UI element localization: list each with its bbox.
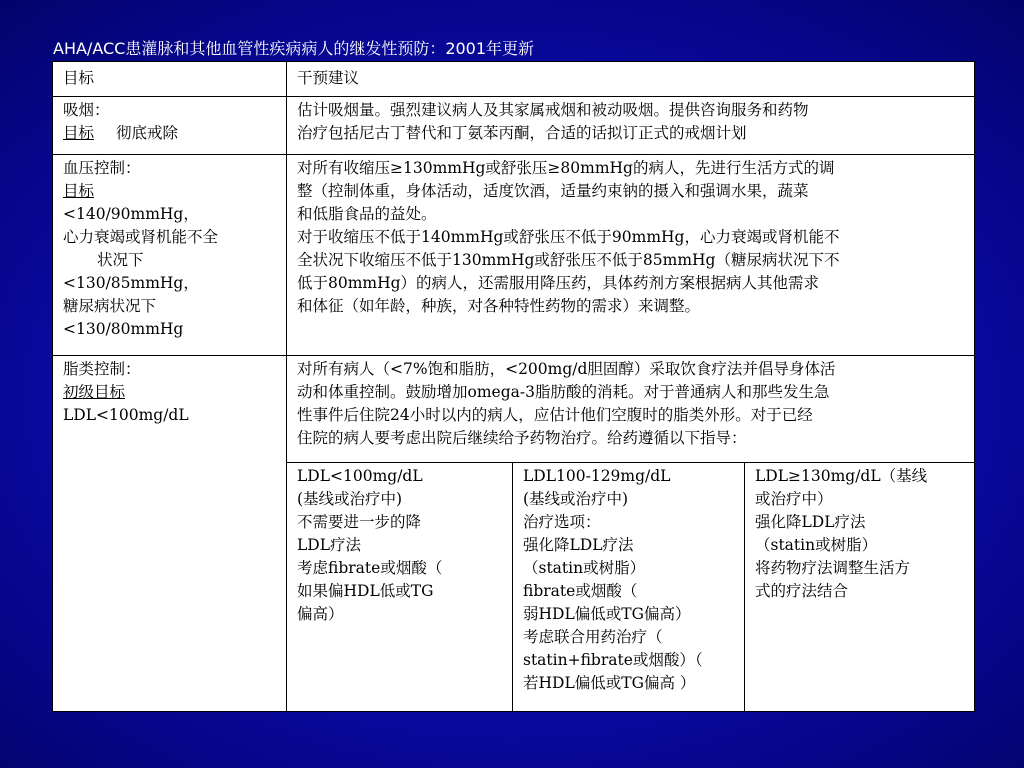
ldl-above-130-line: （statin或树脂） (755, 536, 878, 554)
lipid-goal-cell (53, 356, 287, 712)
ldl-100-129-cell (513, 463, 745, 712)
goal-header: 目标 (63, 69, 95, 87)
blood-pressure-recommendation-line: 全状况下收缩压不低于130mmHg或舒张压不低于85mmHg（糖尿病状况下不 (297, 251, 840, 269)
blood-pressure-recommendation-line: 和体征（如年龄，种族，对各种特性药物的需求）来调整。 (297, 297, 701, 315)
blood-pressure-target-general: <140/90mmHg， (63, 205, 199, 223)
ldl-below-100-line: 偏高） (297, 605, 344, 623)
ldl-above-130-line: 将药物疗法调整生活方 (755, 559, 911, 577)
recommendation-header-cell (287, 62, 975, 97)
smoking-recommendation-line: 治疗包括尼古丁替代和丁氨苯丙酮，合适的话拟订正式的戒烟计划 (297, 124, 747, 142)
ldl-below-100-line: 不需要进一步的降 (297, 513, 422, 531)
recommendation-header: 干预建议 (297, 69, 360, 87)
prevention-guidelines-table (52, 61, 975, 712)
lipid-label: 脂类控制： (63, 360, 141, 378)
blood-pressure-condition-heart-failure: 心力衰竭或肾机能不全 (63, 228, 219, 246)
ldl-100-129-line: （statin或树脂） (523, 559, 646, 577)
ldl-100-129-line: LDL100-129mg/dL (523, 467, 671, 485)
blood-pressure-goal-label: 目标 (63, 182, 95, 200)
lipid-recommendation-line: 对所有病人（<7%饱和脂肪，<200mg/d胆固醇）采取饮食疗法并倡导身体活 (297, 360, 836, 378)
smoking-row (53, 97, 975, 155)
ldl-above-130-line: 或治疗中） (755, 490, 833, 508)
lipid-row (53, 356, 975, 463)
ldl-100-129-line: 强化降LDL疗法 (523, 536, 634, 554)
smoking-recommendation-line: 估计吸烟量。强烈建议病人及其家属戒烟和被动吸烟。提供咨询服务和药物 (297, 101, 809, 119)
blood-pressure-row (53, 155, 975, 356)
ldl-above-130-line: 式的疗法结合 (755, 582, 849, 600)
smoking-goal-value: 彻底戒除 (116, 124, 179, 142)
ldl-below-100-line: 如果偏HDL低或TG (297, 582, 434, 600)
ldl-above-130-line: LDL≥130mg/dL（基线 (755, 467, 928, 485)
blood-pressure-goal-cell (53, 155, 287, 356)
ldl-below-100-line: LDL疗法 (297, 536, 362, 554)
smoking-goal-cell (53, 97, 287, 155)
lipid-recommendation-line: 住院的病人要考虑出院后继续给予药物治疗。给药遵循以下指导： (297, 429, 747, 447)
lipid-recommendation-line: 动和体重控制。鼓励增加omega-3脂肪酸的消耗。对于普通病人和那些发生急 (297, 383, 830, 401)
blood-pressure-recommendation-line: 对于收缩压不低于140mmHg或舒张压不低于90mmHg，心力衰竭或肾机能不 (297, 228, 840, 246)
ldl-above-130-line: 强化降LDL疗法 (755, 513, 866, 531)
goal-header-cell (53, 62, 287, 97)
blood-pressure-recommendation-cell (287, 155, 975, 356)
ldl-below-100-line: (基线或治疗中) (297, 490, 403, 508)
ldl-below-100-cell (287, 463, 513, 712)
ldl-100-129-line: fibrate或烟酸（ (523, 582, 638, 600)
slide-title: AHA/ACC患灌脉和其他血管性疾病病人的继发性预防：2001年更新 (53, 39, 535, 58)
blood-pressure-target-heart-failure: <130/85mmHg， (63, 274, 199, 292)
ldl-100-129-line: 若HDL偏低或TG偏高 ） (523, 674, 696, 692)
header-row (53, 62, 975, 97)
blood-pressure-recommendation-line: 整（控制体重，身体活动，适度饮酒，适量约束钠的摄入和强调水果，蔬菜 (297, 182, 809, 200)
ldl-below-100-line: LDL<100mg/dL (297, 467, 423, 485)
blood-pressure-condition-diabetes: 糖尿病状况下 (63, 297, 157, 315)
blood-pressure-recommendation-line: 对所有收缩压≥130mmHg或舒张压≥80mmHg的病人，先进行生活方式的调 (297, 159, 835, 177)
lipid-recommendation-cell (287, 356, 975, 463)
ldl-100-129-line: statin+fibrate或烟酸）（ (523, 651, 703, 669)
lipid-recommendation-line: 性事件后住院24小时以内的病人，应估计他们空腹时的脂类外形。对于已经 (297, 406, 813, 424)
ldl-100-129-line: 弱HDL偏低或TG偏高） (523, 605, 691, 623)
ldl-100-129-line: 考虑联合用药治疗（ (523, 628, 663, 646)
smoking-recommendation-cell (287, 97, 975, 155)
blood-pressure-label: 血压控制： (63, 159, 141, 177)
blood-pressure-recommendation-line: 和低脂食品的益处。 (297, 205, 437, 223)
blood-pressure-recommendation-line: 低于80mmHg）的病人，还需服用降压药，具体药剂方案根据病人其他需求 (297, 274, 820, 292)
ldl-above-130-cell (745, 463, 975, 712)
blood-pressure-condition-heart-failure-cont: 状况下 (97, 251, 144, 269)
blood-pressure-target-diabetes: <130/80mmHg (63, 320, 184, 338)
lipid-goal-value: LDL<100mg/dL (63, 406, 189, 424)
smoking-label: 吸烟： (63, 101, 110, 119)
ldl-below-100-line: 考虑fibrate或烟酸（ (297, 559, 443, 577)
lipid-goal-label: 初级目标 (63, 383, 126, 401)
smoking-goal-label: 目标 (63, 124, 95, 142)
ldl-100-129-line: 治疗选项： (523, 513, 601, 531)
ldl-100-129-line: (基线或治疗中) (523, 490, 629, 508)
smoking-goal-line (63, 122, 276, 145)
